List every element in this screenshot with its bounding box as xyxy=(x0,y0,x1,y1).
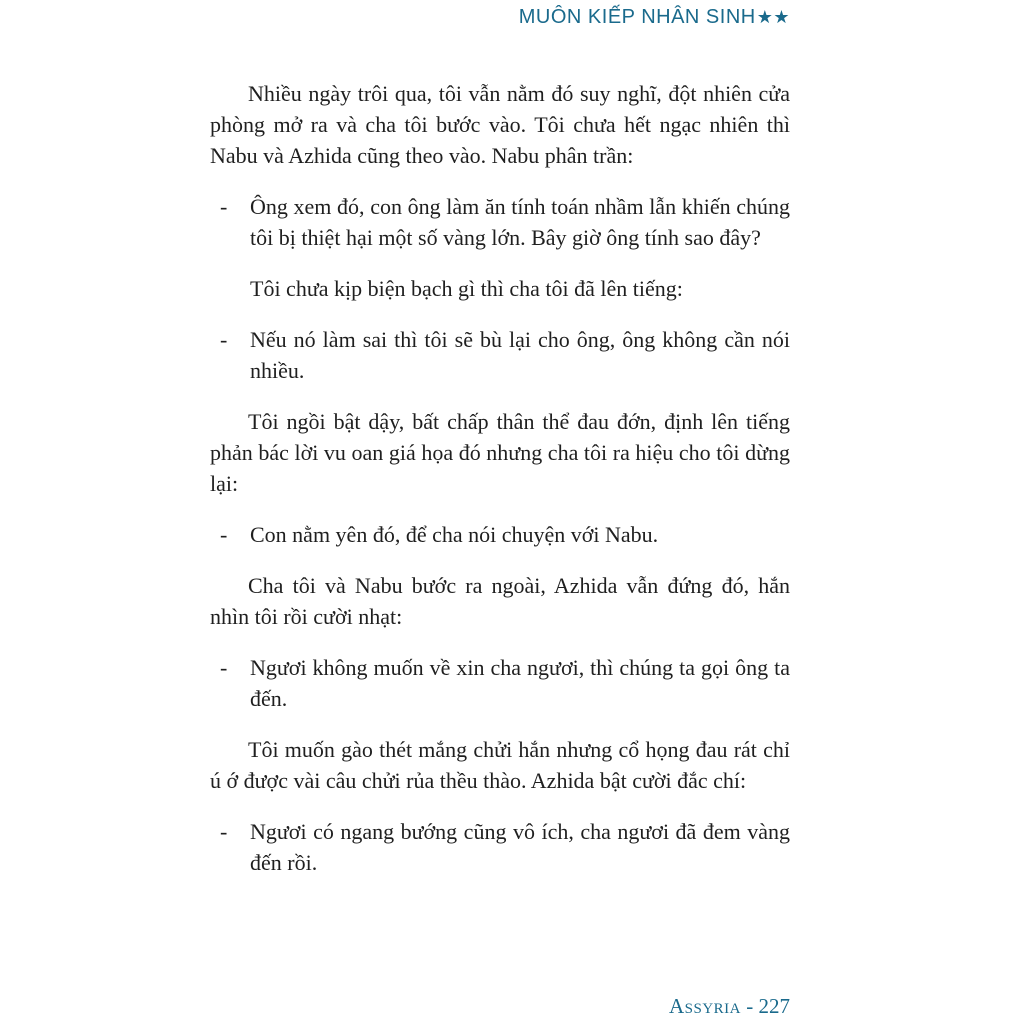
dialogue-dash: - xyxy=(220,327,228,352)
dialogue-text: Ông xem đó, con ông làm ăn tính toán nhầm lẫn khiến chúng tôi bị thiệt hại một số vàng lớn. Bây giờ ông tính sao đây? xyxy=(250,194,790,250)
running-footer xyxy=(669,994,790,1019)
dialogue-dash: - xyxy=(220,655,228,680)
paragraph: Tôi ngồi bật dậy, bất chấp thân thể đau đớn, định lên tiếng phản bác lời vu oan giá họa đó nhưng cha tôi ra hiệu cho tôi dừng lại: xyxy=(210,409,790,496)
dialogue-line xyxy=(210,519,790,550)
dialogue-dash: - xyxy=(220,819,228,844)
book-page xyxy=(202,0,810,1024)
paragraph: Cha tôi và Nabu bước ra ngoài, Azhida vẫn đứng đó, hắn nhìn tôi rồi cười nhạt: xyxy=(210,573,790,629)
star-icon: ★★ xyxy=(756,7,790,27)
footer-separator: - xyxy=(741,994,759,1018)
paragraph: Tôi chưa kịp biện bạch gì thì cha tôi đã lên tiếng: xyxy=(250,276,683,301)
dialogue-line xyxy=(210,191,790,253)
dialogue-dash: - xyxy=(220,522,228,547)
paragraph: Tôi muốn gào thét mắng chửi hắn nhưng cổ họng đau rát chỉ ú ớ được vài câu chửi rủa thều thào. Azhida bật cười đắc chí: xyxy=(210,737,790,793)
dialogue-line xyxy=(210,324,790,386)
dialogue-text: Ngươi có ngang bướng cũng vô ích, cha ngươi đã đem vàng đến rồi. xyxy=(250,819,790,875)
page-number: 227 xyxy=(758,994,790,1018)
dialogue-text: Ngươi không muốn về xin cha ngươi, thì chúng ta gọi ông ta đến. xyxy=(250,655,790,711)
chapter-name: Assyria xyxy=(668,994,741,1018)
running-header xyxy=(519,6,790,29)
book-title: MUÔN KIẾP NHÂN SINH xyxy=(518,6,756,28)
paragraph: Nhiều ngày trôi qua, tôi vẫn nằm đó suy nghĩ, đột nhiên cửa phòng mở ra và cha tôi bước vào. Tôi chưa hết ngạc nhiên thì Nabu và Azhida cũng theo vào. Nabu phân trần: xyxy=(210,81,790,168)
dialogue-dash: - xyxy=(220,194,228,219)
dialogue-line xyxy=(210,816,790,878)
page-body xyxy=(210,78,790,898)
dialogue-line xyxy=(210,652,790,714)
dialogue-text: Nếu nó làm sai thì tôi sẽ bù lại cho ông, ông không cần nói nhiều. xyxy=(250,327,790,383)
dialogue-text: Con nằm yên đó, để cha nói chuyện với Nabu. xyxy=(250,522,659,547)
